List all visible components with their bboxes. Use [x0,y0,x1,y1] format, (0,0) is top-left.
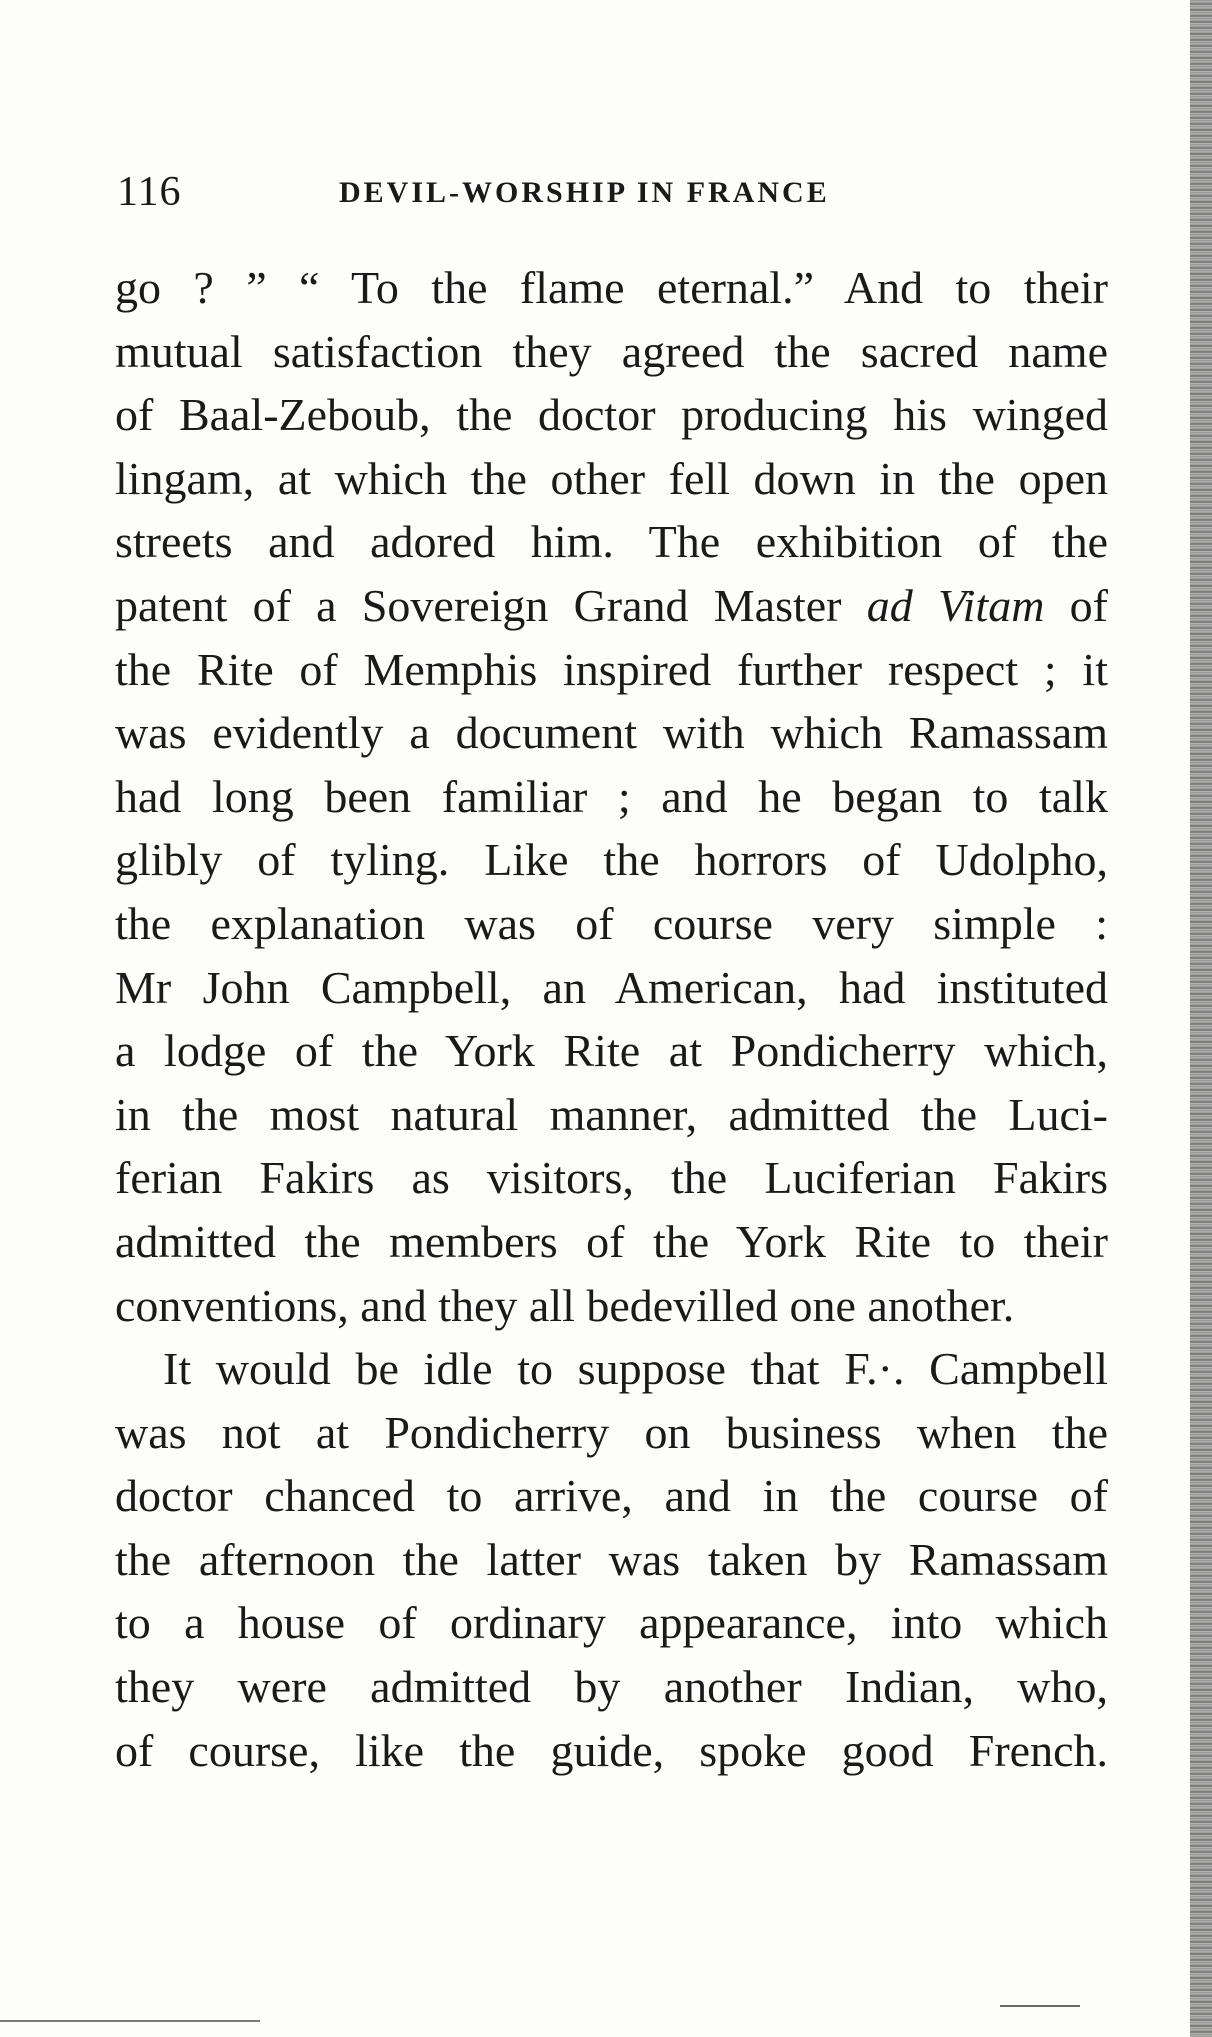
page-edge-shadow [1190,0,1212,2037]
text-line: a lodge of the York Rite at Pondicherry which, [115,1025,1108,1077]
text-line: they were admitted by another Indian, who, [115,1661,1108,1713]
text-line: mutual satisfaction they agreed the sacred name [115,325,1108,377]
text-line: the explanation was of course very simple : [115,897,1108,949]
text-line: ferian Fakirs as visitors, the Luciferian Fakirs [115,1152,1108,1204]
text-line: go ? ” “ To the flame eternal.” And to their [115,262,1108,313]
bottom-scan-mark [0,2020,260,2022]
text-line: streets and adored him. The exhibition of the [115,516,1108,568]
text-line: patent of a Sovereign Grand Master ad Vitam of [115,579,1108,631]
text-line: of course, like the guide, spoke good French. [115,1724,1108,1776]
running-title: DEVIL-WORSHIP IN FRANCE [339,176,830,209]
text-line: the Rite of Memphis inspired further respect ; it [115,643,1108,695]
text-line: glibly of tyling. Like the horrors of Udolpho, [115,834,1108,886]
text-line: It would be idle to suppose that F.·. Campbell [163,1343,1108,1395]
text-line: was evidently a document with which Ramassam [115,707,1108,759]
running-head [117,168,1107,218]
paragraph-1 [115,256,1108,1337]
text-line: doctor chanced to arrive, and in the course of [115,1470,1108,1522]
text-line: the afternoon the latter was taken by Ramassam [115,1533,1108,1585]
text-line: Mr John Campbell, an American, had instituted [115,961,1108,1013]
text-line: had long been familiar ; and he began to talk [115,770,1108,822]
text-line: to a house of ordinary appearance, into which [115,1597,1108,1649]
text-line: of Baal-Zeboub, the doctor producing his winged [115,389,1108,441]
text-line: was not at Pondicherry on business when the [115,1406,1108,1458]
text-line: in the most natural manner, admitted the Luci- [115,1088,1108,1140]
bottom-scan-mark [1000,2005,1080,2007]
page-number: 116 [117,169,182,215]
body-text [115,256,1108,1782]
text-line: conventions, and they all bedevilled one another. [115,1279,1015,1331]
text-line: admitted the members of the York Rite to their [115,1215,1108,1267]
paragraph-2 [115,1337,1108,1782]
text-line: lingam, at which the other fell down in the open [115,452,1108,504]
